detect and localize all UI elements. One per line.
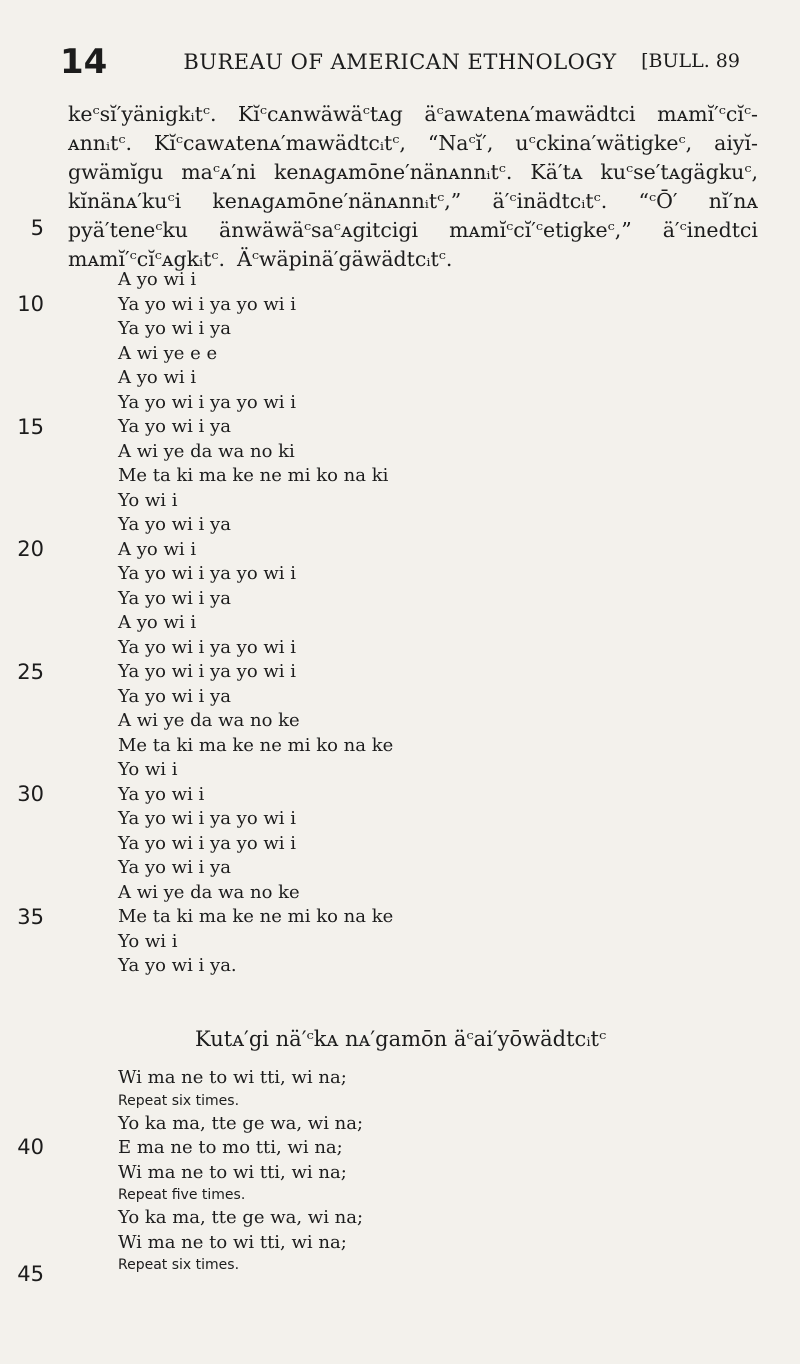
song-line: A wi ye e e bbox=[118, 342, 218, 364]
line-number: 35 bbox=[17, 905, 44, 929]
prose-word: äᶜawᴀtenᴀ′mawädtci bbox=[424, 102, 636, 126]
song-line: Yo ka ma, tte ge wa, wi na; bbox=[118, 1112, 364, 1134]
prose-paragraph bbox=[68, 100, 758, 274]
song-line: Ya yo wi i ya. bbox=[118, 955, 237, 976]
line-number: 15 bbox=[17, 415, 44, 439]
line-number: 10 bbox=[17, 292, 44, 316]
prose-word: Kĭᶜcᴀnwäwäᶜtᴀg bbox=[237, 102, 403, 126]
prose-word: Kä′tᴀ bbox=[530, 160, 583, 184]
song-line: Ya yo wi i ya bbox=[118, 318, 231, 339]
prose-word: “ᶜŌ′ bbox=[638, 189, 678, 213]
song-line: Ya yo wi i ya bbox=[118, 685, 231, 707]
song-line: Yo wi i bbox=[118, 930, 178, 952]
prose-word: mᴀmĭ′ᶜcĭᶜᴀgkᵢtᶜ. bbox=[68, 247, 226, 271]
repeat-note: Repeat six times. bbox=[118, 1257, 240, 1273]
prose-word: ä′ᶜinädtcᵢtᶜ. bbox=[492, 189, 608, 213]
second-song-heading: Kutᴀ′gi nä′ᶜkᴀ nᴀ′gamōn äᶜai′yōwädtcᵢtᶜ bbox=[195, 1027, 607, 1051]
song-line: Wi ma ne to wi tti, wi na; bbox=[118, 1067, 347, 1088]
song-line: A yo wi i bbox=[118, 538, 197, 560]
prose-word: maᶜᴀ′ni bbox=[181, 160, 256, 184]
song-line: Ya yo wi i ya yo wi i bbox=[118, 391, 297, 413]
prose-word: kuᶜse′tᴀgägkuᶜ, bbox=[600, 160, 758, 184]
page-number: 14 bbox=[60, 42, 108, 82]
prose-word: gwämĭgu bbox=[68, 160, 164, 184]
prose-word: aiyĭ- bbox=[714, 131, 758, 155]
prose-word: mᴀmĭᶜcĭ′ᶜetigkeᶜ,” bbox=[449, 218, 632, 242]
prose-word: mᴀmĭ′ᶜcĭᶜ- bbox=[657, 102, 758, 126]
running-title: BUREAU OF AMERICAN ETHNOLOGY bbox=[183, 50, 617, 74]
song-line: Ya yo wi i ya yo wi i bbox=[118, 661, 297, 682]
page-header bbox=[60, 42, 740, 82]
line-number: 5 bbox=[30, 216, 44, 240]
prose-word: Kĭᶜcawᴀtenᴀ′mawädtcᵢtᶜ, bbox=[154, 131, 406, 155]
song-text bbox=[118, 268, 393, 979]
song-line: Ya yo wi i ya yo wi i bbox=[118, 832, 297, 854]
song-line: Me ta ki ma ke ne mi ko na ke bbox=[118, 734, 394, 756]
song-line: A wi ye da wa no ke bbox=[118, 710, 300, 731]
line-number: 25 bbox=[17, 660, 44, 684]
song-line: Wi ma ne to wi tti, wi na; bbox=[118, 1231, 347, 1253]
prose-word: pyä′teneᶜku bbox=[68, 218, 189, 242]
song-line: Ya yo wi i ya bbox=[118, 416, 231, 437]
song-line: A wi ye da wa no ki bbox=[118, 440, 295, 462]
song-line: E ma ne to mo tti, wi na; bbox=[118, 1137, 343, 1158]
prose-word: ᴀnnᵢtᶜ. bbox=[68, 131, 132, 155]
prose-word: kenᴀgᴀmōne′nänᴀnnᵢtᶜ,” bbox=[212, 189, 462, 213]
prose-word: nĭ′nᴀ bbox=[708, 189, 758, 213]
repeat-note: Repeat six times. bbox=[118, 1092, 240, 1109]
second-song-text bbox=[118, 1066, 363, 1276]
song-line: Yo ka ma, tte ge wa, wi na; bbox=[118, 1207, 364, 1228]
prose-line bbox=[68, 158, 758, 187]
prose-line bbox=[68, 129, 758, 158]
prose-line bbox=[68, 216, 758, 245]
song-line: Me ta ki ma ke ne mi ko na ki bbox=[118, 465, 389, 486]
song-line: Ya yo wi i bbox=[118, 783, 205, 805]
song-line: A wi ye da wa no ke bbox=[118, 881, 300, 903]
repeat-note: Repeat five times. bbox=[118, 1187, 246, 1203]
prose-word: Äᶜwäpinä′gäwädtcᵢtᶜ. bbox=[237, 247, 453, 271]
song-line: Ya yo wi i ya yo wi i bbox=[118, 293, 297, 315]
song-line: Ya yo wi i ya yo wi i bbox=[118, 563, 297, 584]
prose-word: kenᴀgᴀmōne′nänᴀnnᵢtᶜ. bbox=[273, 160, 513, 184]
song-line: A yo wi i bbox=[118, 269, 197, 290]
song-line: Ya yo wi i ya yo wi i bbox=[118, 808, 297, 829]
bulletin-reference: [BULL. 89 bbox=[641, 50, 740, 72]
line-number: 20 bbox=[17, 537, 44, 561]
song-line: Ya yo wi i ya bbox=[118, 857, 231, 878]
song-line: A yo wi i bbox=[118, 612, 197, 633]
prose-word: kĭnänᴀ′kuᶜi bbox=[68, 189, 182, 213]
prose-line bbox=[68, 100, 758, 129]
song-line: Ya yo wi i ya bbox=[118, 514, 231, 535]
prose-line bbox=[68, 187, 758, 216]
prose-word: ä′ᶜinedtci bbox=[662, 218, 758, 242]
song-line: Ya yo wi i ya bbox=[118, 587, 231, 609]
prose-word: keᶜsĭ′yänigkᵢtᶜ. bbox=[68, 102, 217, 126]
line-number: 30 bbox=[17, 782, 44, 806]
line-number: 40 bbox=[17, 1135, 44, 1159]
song-line: Yo wi i bbox=[118, 489, 178, 511]
song-line: Me ta ki ma ke ne mi ko na ke bbox=[118, 906, 394, 927]
prose-word: änwäwäᶜsaᶜᴀgitcigi bbox=[219, 218, 419, 242]
prose-word: uᶜckina′wätigkeᶜ, bbox=[515, 131, 693, 155]
song-line: Wi ma ne to wi tti, wi na; bbox=[118, 1161, 347, 1183]
song-line: A yo wi i bbox=[118, 367, 197, 388]
song-line: Ya yo wi i ya yo wi i bbox=[118, 636, 297, 658]
song-line: Yo wi i bbox=[118, 759, 178, 780]
line-number: 45 bbox=[17, 1262, 44, 1286]
prose-word: “Naᶜĭ′, bbox=[427, 131, 494, 155]
